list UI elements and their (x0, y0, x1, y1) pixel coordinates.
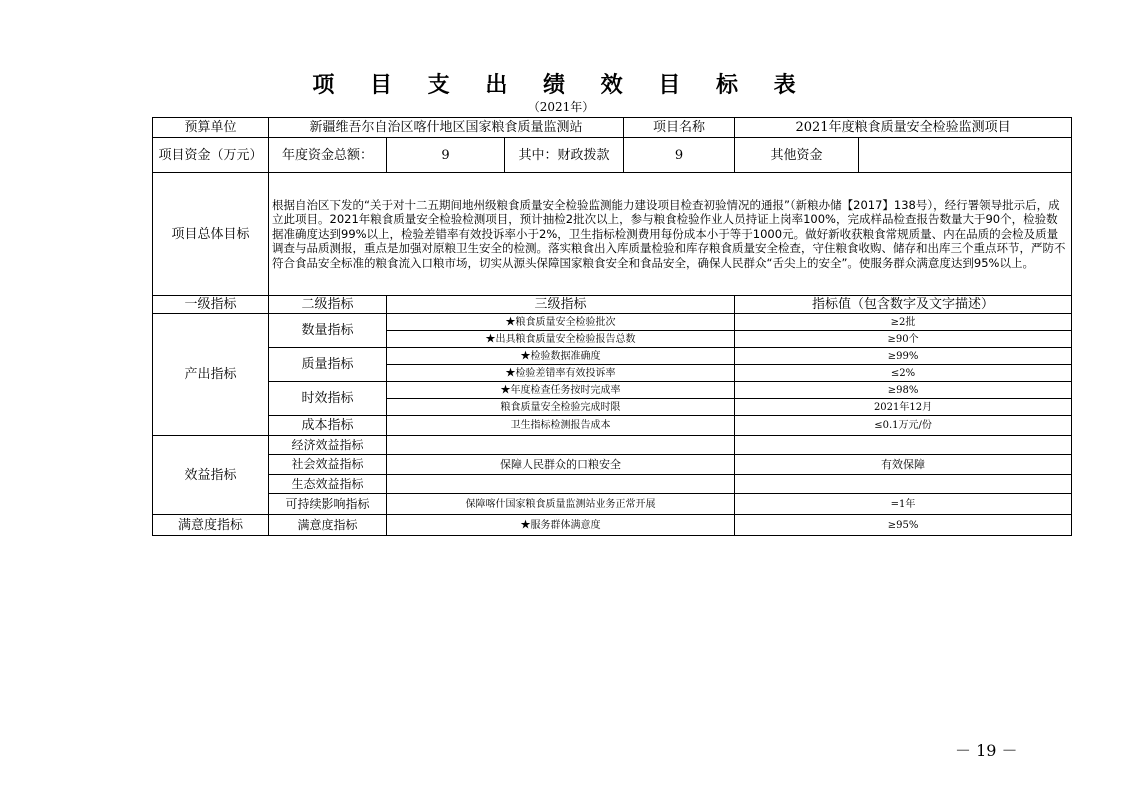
table-row-value: =1年 (735, 494, 1072, 515)
project-name-label: 项目名称 (624, 118, 735, 138)
overall-goal-label: 项目总体目标 (153, 173, 269, 296)
table-row-value: ≤2% (735, 365, 1072, 382)
table-row-value: 有效保障 (735, 455, 1072, 475)
benefit-indicator-label: 效益指标 (153, 436, 269, 515)
page-number: － 19 － (955, 741, 1018, 760)
performance-target-table (152, 117, 1072, 536)
sustainable-impact-label: 可持续影响指标 (269, 494, 387, 515)
table-row-indicator: ★检验差错率有效投诉率 (387, 365, 735, 382)
other-funds-value (859, 138, 1072, 173)
table-row-indicator: 保障人民群众的口粮安全 (387, 455, 735, 475)
budget-unit-label: 预算单位 (153, 118, 269, 138)
table-row-indicator: 保障喀什国家粮食质量监测站业务正常开展 (387, 494, 735, 515)
table-row-indicator: ★检验数据准确度 (387, 348, 735, 365)
budget-unit-value: 新疆维吾尔自治区喀什地区国家粮食质量监测站 (269, 118, 624, 138)
other-funds-label: 其他资金 (735, 138, 859, 173)
table-row-indicator: ★服务群体满意度 (387, 515, 735, 536)
level3-header: 三级指标 (387, 296, 735, 314)
table-row-value: ≥95% (735, 515, 1072, 536)
table-row-value: ≤0.1万元/份 (735, 416, 1072, 436)
table-row-value: 2021年12月 (735, 399, 1072, 416)
table-row-value (735, 436, 1072, 455)
annual-funds-label: 年度资金总额： (269, 138, 387, 173)
table-row-indicator: ★年度检查任务按时完成率 (387, 382, 735, 399)
table-row-value: ≥98% (735, 382, 1072, 399)
timeliness-indicator-label: 时效指标 (269, 382, 387, 416)
table-row-value: ≥90个 (735, 331, 1072, 348)
cost-indicator-label: 成本指标 (269, 416, 387, 436)
project-name-value: 2021年度粮食质量安全检验监测项目 (735, 118, 1072, 138)
table-row-value (735, 475, 1072, 494)
satisfaction-indicator-label: 满意度指标 (153, 515, 269, 536)
quality-indicator-label: 质量指标 (269, 348, 387, 382)
social-benefit-label: 社会效益指标 (269, 455, 387, 475)
table-row-indicator: ★出具粮食质量安全检验报告总数 (387, 331, 735, 348)
table-row-indicator: ★粮食质量安全检验批次 (387, 314, 735, 331)
indicator-value-header: 指标值（包含数字及文字描述） (735, 296, 1072, 314)
quantity-indicator-label: 数量指标 (269, 314, 387, 348)
table-row-indicator (387, 475, 735, 494)
fiscal-funds-value: 9 (624, 138, 735, 173)
fiscal-funds-label: 其中：财政拨款 (505, 138, 624, 173)
overall-goal-text: 根据自治区下发的“关于对十二五期间地州级粮食质量安全检验监测能力建设项目检查初验情况的通报”（新粮办储【2017】138号），经行署领导批示后，成立此项目。2021年粮食质量安全检验检测项目，预计抽检2批次以上，参与粮食检验作业人员持证上岗率100%，完成样品检查报告数量大于90个，检验数据准确度达到99%以上，检验差错率有效投诉率小于2%，卫生指标检测费用每份成本小于等于1000元。做好新收获粮食常规质量、内在品质的会检及质量调查与品质测报，重点是加强对原粮卫生安全的检测。落实粮食出入库质量检验和库存粮食质量安全检查，守住粮食收购、储存和出库三个重点环节，严防不符合食品安全标准的粮食流入口粮市场，切实从源头保障国家粮食安全和食品安全，确保人民群众“舌尖上的安全”。使服务群众满意度达到95%以上。 (269, 173, 1072, 296)
output-indicator-label: 产出指标 (153, 314, 269, 436)
level2-header: 二级指标 (269, 296, 387, 314)
table-row-indicator: 卫生指标检测报告成本 (387, 416, 735, 436)
table-row-value: ≥99% (735, 348, 1072, 365)
table-row-indicator (387, 436, 735, 455)
level1-header: 一级指标 (153, 296, 269, 314)
ecological-benefit-label: 生态效益指标 (269, 475, 387, 494)
table-row-value: ≥2批 (735, 314, 1072, 331)
satisfaction-sub-label: 满意度指标 (269, 515, 387, 536)
page-title: 项 目 支 出 绩 效 目 标 表 (312, 72, 810, 98)
year-label: （2021年） (527, 100, 595, 114)
project-funds-label: 项目资金（万元） (153, 138, 269, 173)
economic-benefit-label: 经济效益指标 (269, 436, 387, 455)
table-row-indicator: 粮食质量安全检验完成时限 (387, 399, 735, 416)
annual-funds-value: 9 (387, 138, 505, 173)
